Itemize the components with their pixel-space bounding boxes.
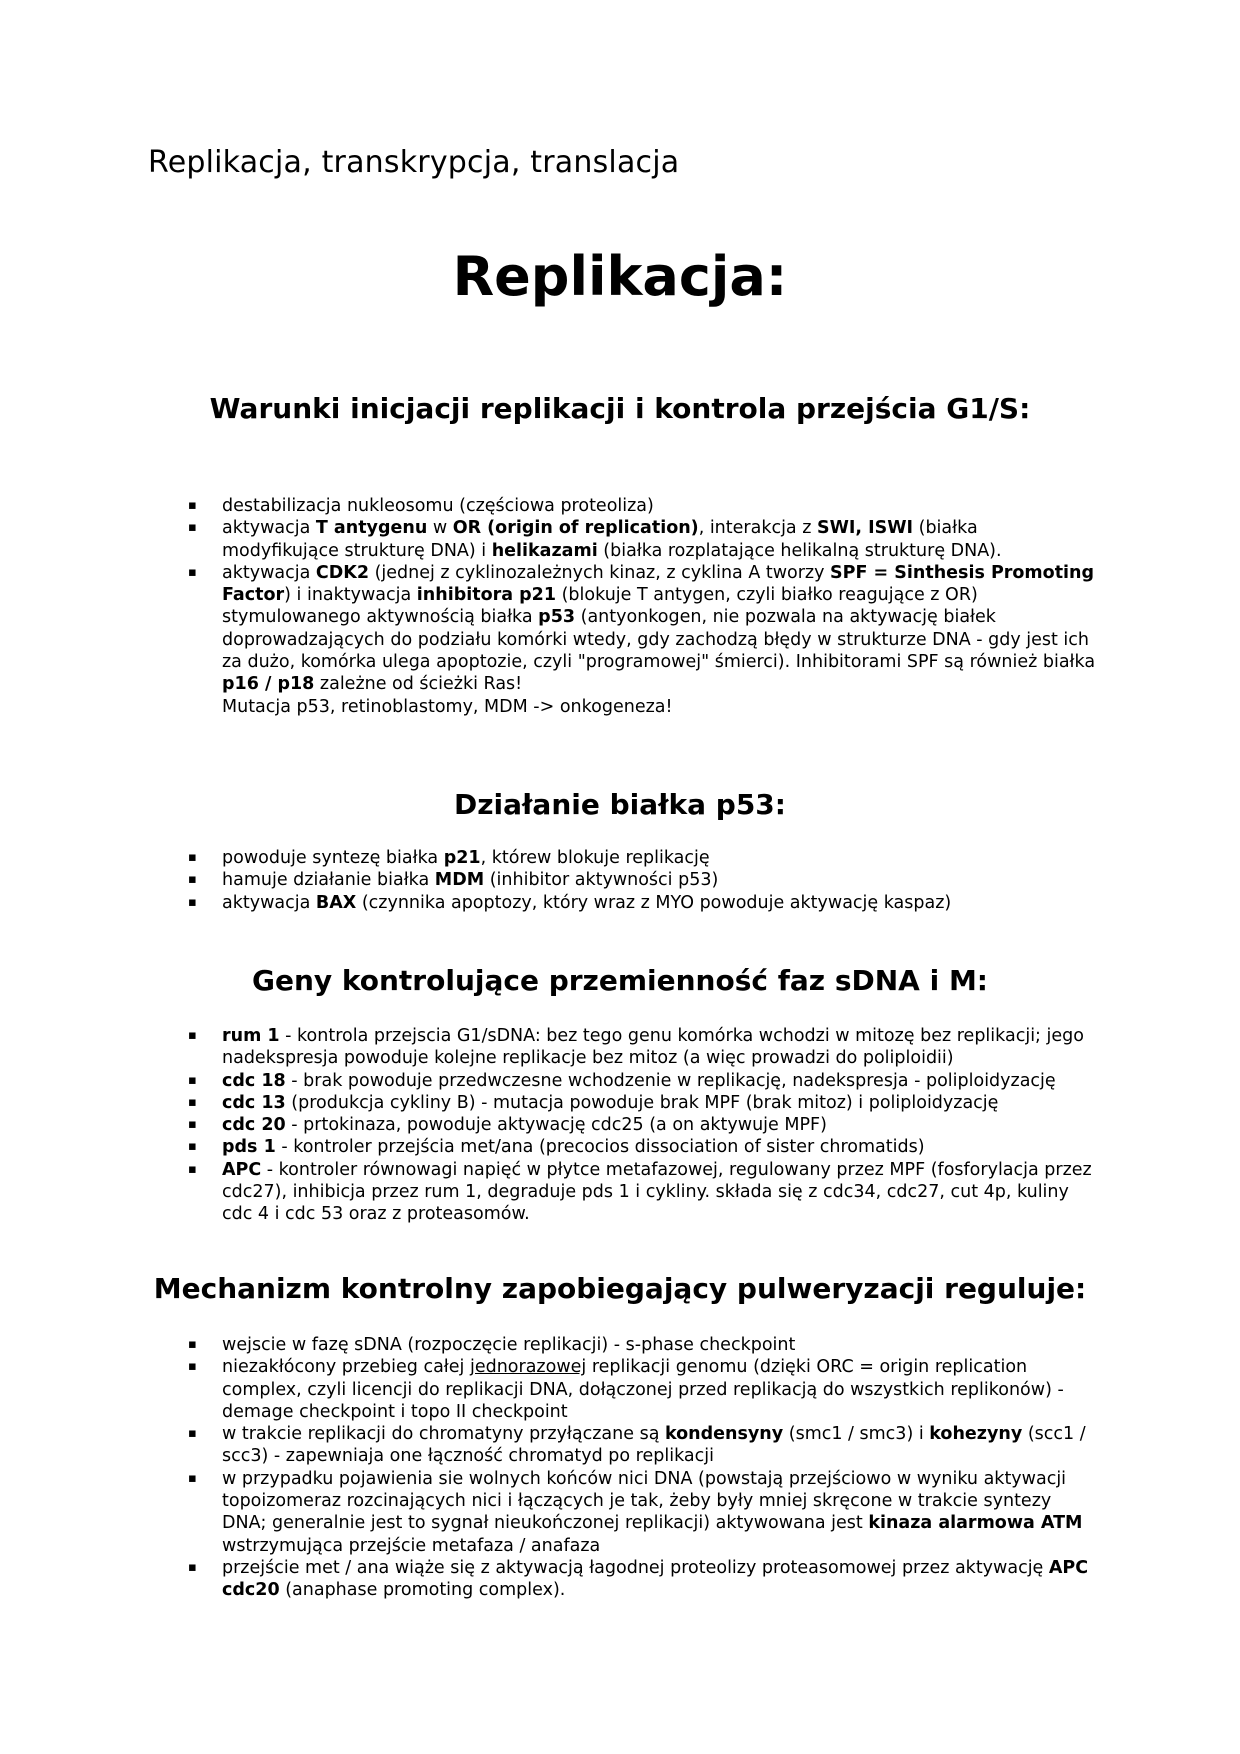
bullet-list-initiation — [190, 495, 1100, 718]
bullet-list-genes — [190, 1025, 1100, 1226]
section-heading-initiation: Warunki inicjacji replikacji i kontrola przejścia G1/S: — [209, 392, 1031, 425]
list-item: ▪ aktywacja CDK2 (jednej z cyklinozależnych kinaz, z cyklina A tworzy SPF = Sinthesis Promoting Factor) i inaktywacja inhibitora p21 (blokuje T antygen, czyli białko reagujące z OR) stymulowanego aktywnością białka p53 (antyonkogen, nie pozwala na aktywację białek doprowadzających do podziału komórki wtedy, gdy zachodzą błędy w strukturze DNA - gdy jest ich za dużo, komórka ulega apoptozie, czyli "programowej" śmierci). Inhibitorami SPF są również białka p16 / p18 zależne od ścieżki Ras! Mutacja p53, retinoblastomy, MDM -> onkogeneza! — [190, 562, 1100, 718]
list-item: ▪ APC - kontroler równowagi napięć w płytce metafazowej, regulowany przez MPF (fosforylacja przez cdc27), inhibicja przez rum 1, degraduje pds 1 i cykliny. składa się z cdc34, cdc27, cut 4p, kuliny cdc 4 i cdc 53 oraz z proteasomów. — [190, 1159, 1100, 1226]
list-item: ▪ cdc 13 (produkcja cykliny B) - mutacja powoduje brak MPF (brak mitoz) i poliploidyzację — [190, 1092, 1100, 1114]
list-item: ▪ rum 1 - kontrola przejscia G1/sDNA: bez tego genu komórka wchodzi w mitozę bez replikacji; jego nadekspresja powoduje kolejne replikacje bez mitoz (a więc prowadzi do poliploidii) — [190, 1025, 1100, 1070]
bullet-list-p53 — [190, 847, 1100, 914]
list-item: ▪ w przypadku pojawienia sie wolnych końców nici DNA (powstają przejściowo w wyniku aktywacji topoizomeraz rozcinających nici i łączących je tak, żeby były mniej skręcone w trakcie syntezy DNA; generalnie jest to sygnał nieukończonej replikacji) aktywowana jest kinaza alarmowa ATM wstrzymująca przejście metafaza / anafaza — [190, 1468, 1100, 1557]
list-item: ▪ destabilizacja nukleosomu (częściowa proteoliza) — [190, 495, 1100, 517]
list-item: ▪ aktywacja T antygenu w OR (origin of replication), interakcja z SWI, ISWI (białka modyfikujące strukturę DNA) i helikazami (białka rozplatające helikalną strukturę DNA). — [190, 517, 1100, 562]
section-heading-p53: Działanie białka p53: — [454, 788, 786, 821]
list-item: ▪ pds 1 - kontroler przejścia met/ana (precocios dissociation of sister chromatids) — [190, 1136, 1100, 1158]
list-item: ▪ niezakłócony przebieg całej jednorazowej replikacji genomu (dzięki ORC = origin replication complex, czyli licencji do replikacji DNA, dołączonej przed replikacją do wszystkich replikonów) - demage checkpoint i topo II checkpoint — [190, 1356, 1100, 1423]
document-title: Replikacja, transkrypcja, translacja — [148, 145, 680, 180]
list-item: ▪ wejscie w fazę sDNA (rozpoczęcie replikacji) - s-phase checkpoint — [190, 1334, 1100, 1356]
list-item: ▪ w trakcie replikacji do chromatyny przyłączane są kondensyny (smc1 / smc3) i kohezyny (scc1 / scc3) - zapewniaja one łączność chromatyd po replikacji — [190, 1423, 1100, 1468]
main-heading: Replikacja: — [452, 245, 788, 308]
section-heading-genes: Geny kontrolujące przemienność faz sDNA i M: — [251, 964, 989, 997]
list-item: ▪ cdc 18 - brak powoduje przedwczesne wchodzenie w replikację, nadekspresja - poliploidyzację — [190, 1070, 1100, 1092]
list-item: ▪ cdc 20 - prtokinaza, powoduje aktywację cdc25 (a on aktywuje MPF) — [190, 1114, 1100, 1136]
list-item: ▪ aktywacja BAX (czynnika apoptozy, który wraz z MYO powoduje aktywację kaspaz) — [190, 892, 1100, 914]
section-heading-mechanism: Mechanizm kontrolny zapobiegający pulweryzacji reguluje: — [153, 1272, 1087, 1305]
list-item: ▪ powoduje syntezę białka p21, którew blokuje replikację — [190, 847, 1100, 869]
list-item: ▪ przejście met / ana wiąże się z aktywacją łagodnej proteolizy proteasomowej przez aktywację APC cdc20 (anaphase promoting complex). — [190, 1557, 1100, 1602]
bullet-list-mechanism — [190, 1334, 1100, 1602]
list-item: ▪ hamuje działanie białka MDM (inhibitor aktywności p53) — [190, 869, 1100, 891]
